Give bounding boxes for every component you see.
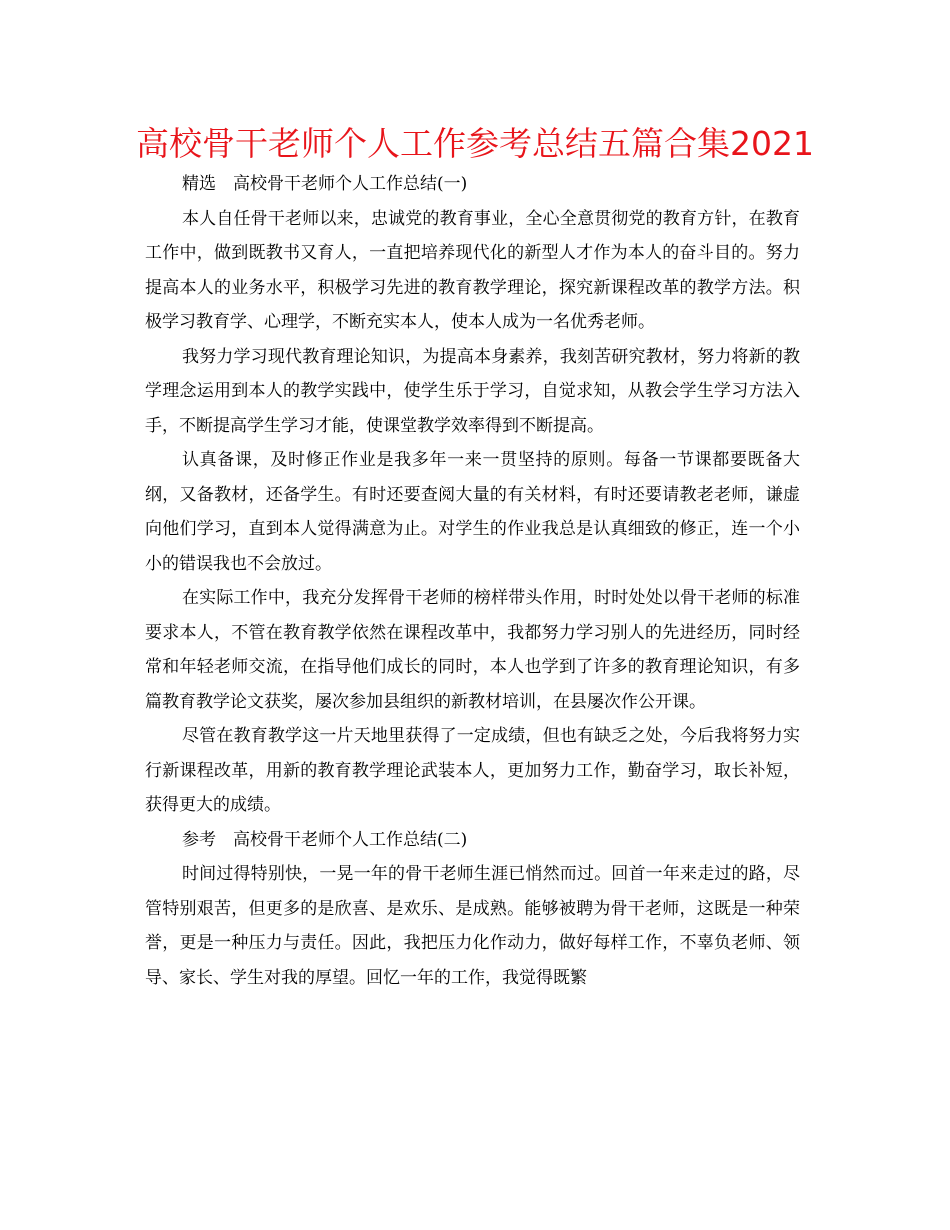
paragraph: 我努力学习现代教育理论知识，为提高本身素养，我刻苦研究教材，努力将新的教学理念运用到本人的教学实践中，使学生乐于学习，自觉求知，从教会学生学习方法入手，不断提高学生学习才能，使课堂教学效率得到不断提高。 [145,346,800,436]
document-body [145,167,800,995]
paragraph: 认真备课，及时修正作业是我多年一来一贯坚持的原则。每备一节课都要既备大纲，又备教材，还备学生。有时还要查阅大量的有关材料，有时还要请教老老师，谦虚向他们学习，直到本人觉得满意为止。对学生的作业我总是认真细致的修正，连一个小小的错误我也不会放过。 [145,450,800,574]
document-title: 高校骨干老师个人工作参考总结五篇合集2021 [136,124,814,163]
paragraph: 尽管在教育教学这一片天地里获得了一定成绩，但也有缺乏之处，今后我将努力实行新课程改革，用新的教育教学理论武装本人，更加努力工作，勤奋学习，取长补短，获得更大的成绩。 [145,726,800,815]
paragraph: 在实际工作中，我充分发挥骨干老师的榜样带头作用，时时处处以骨干老师的标准要求本人，不管在教育教学依然在课程改革中，我都努力学习别人的先进经历，同时经常和年轻老师交流，在指导他们成长的同时，本人也学到了许多的教育理论知识，有多篇教育教学论文获奖，屡次参加县组织的新教材培训，在县屡次作公开课。 [145,588,800,712]
paragraph: 本人自任骨干老师以来，忠诚党的教育事业，全心全意贯彻党的教育方针，在教育工作中，做到既教书又育人，一直把培养现代化的新型人才作为本人的奋斗目的。努力提高本人的业务水平，积极学习先进的教育教学理论，探究新课程改革的教学方法。积极学习教育学、心理学，不断充实本人，使本人成为一名优秀老师。 [145,208,800,332]
section-heading-1: 精选 高校骨干老师个人工作总结(一) [182,174,468,194]
section-heading-2: 参考 高校骨干老师个人工作总结(二) [182,829,468,850]
paragraph: 时间过得特别快，一晃一年的骨干老师生涯已悄然而过。回首一年来走过的路，尽管特别艰苦，但更多的是欣喜、是欢乐、是成熟。能够被聘为骨干老师，这既是一种荣誉，更是一种压力与责任。因此，我把压力化作动力，做好每样工作，不辜负老师、领导、家长、学生对我的厚望。回忆一年的工作，我觉得既繁 [145,864,800,988]
